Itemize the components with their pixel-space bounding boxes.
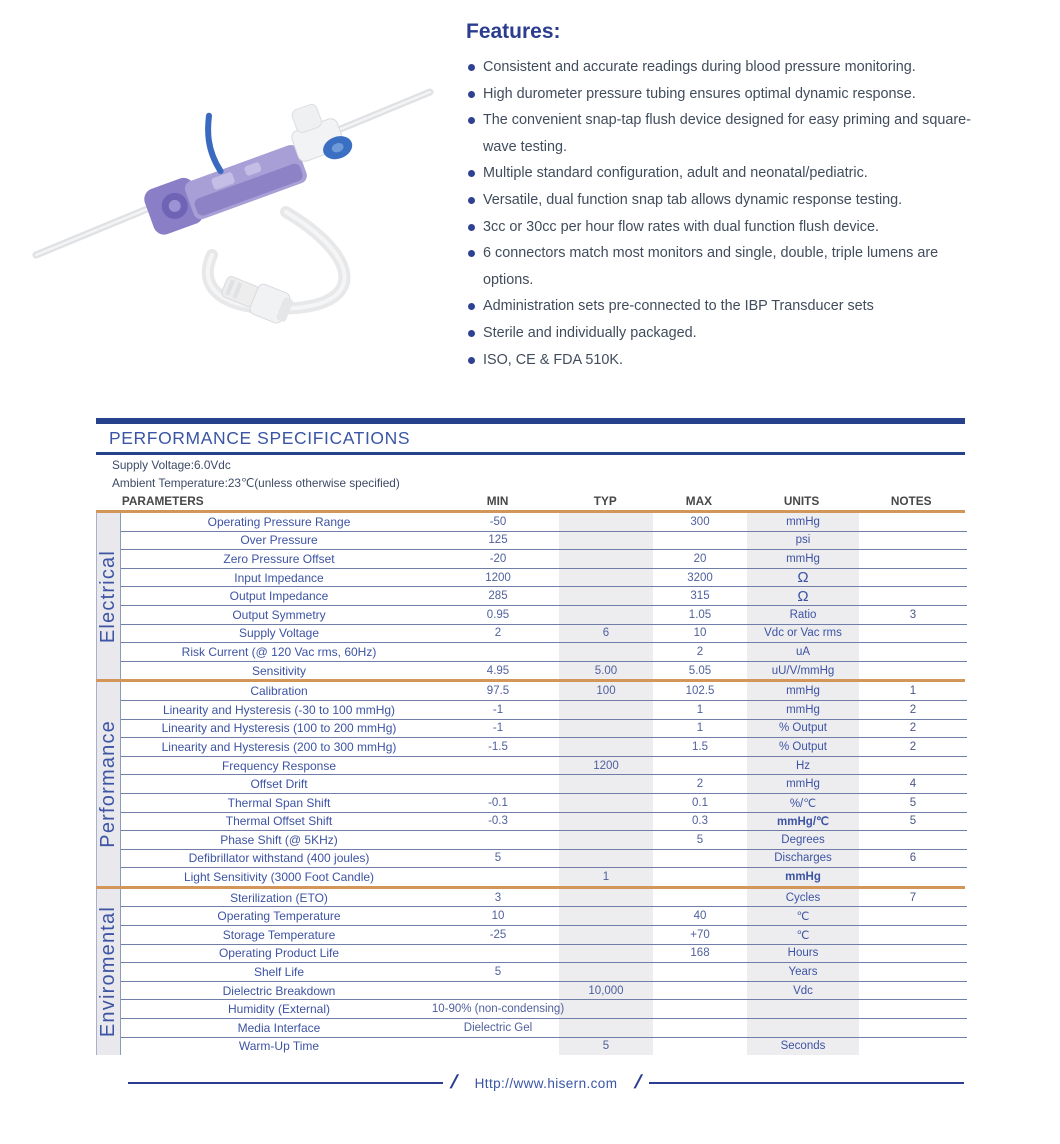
- cell-param: Defibrillator withstand (400 joules): [188, 851, 370, 866]
- feature-item: 6 connectors match most monitors and single, double, triple lumens are options.: [466, 240, 971, 293]
- table-row: [121, 720, 967, 739]
- cell-max: 0.1: [692, 796, 708, 809]
- cell-param: Output Symmetry: [232, 607, 326, 622]
- cell-units: Vdc or Vac rms: [764, 627, 842, 640]
- spec-table-header: [96, 492, 965, 510]
- condition-ambient-temperature: Ambient Temperature:23℃(unless otherwise specified): [112, 475, 400, 490]
- features-section: [466, 20, 1011, 373]
- cell-max: 40: [693, 910, 707, 923]
- cell-min: -20: [489, 552, 507, 565]
- cell-typ: 10,000: [588, 984, 624, 997]
- transducer-body: [124, 73, 359, 238]
- section-label: Performance: [97, 720, 119, 848]
- cell-typ: 100: [596, 685, 616, 698]
- cell-param: Input Impedance: [234, 570, 324, 585]
- cell-min: 1200: [485, 571, 511, 584]
- section-label-strip: [96, 513, 121, 679]
- page-footer: [128, 1072, 964, 1094]
- cell-units: % Output: [779, 722, 827, 735]
- cell-max: 1.5: [692, 740, 708, 753]
- cell-notes: 7: [909, 891, 917, 904]
- cell-param: Output Impedance: [229, 589, 329, 604]
- cell-param: Sensitivity: [251, 663, 307, 678]
- table-row: [121, 532, 967, 551]
- cell-param: Operating Pressure Range: [207, 514, 351, 529]
- cell-max: 5.05: [688, 664, 712, 677]
- table-row: [121, 926, 967, 945]
- feature-item: Consistent and accurate readings during blood pressure monitoring.: [466, 54, 971, 81]
- cell-min: 97.5: [486, 685, 510, 698]
- cell-min: 125: [488, 534, 508, 547]
- cell-max: 168: [690, 947, 710, 960]
- cell-min: -0.3: [488, 815, 508, 828]
- cell-notes: 5: [909, 815, 917, 828]
- cell-typ: 5: [602, 1040, 610, 1053]
- cell-typ: 1: [602, 871, 610, 884]
- cell-units: mmHg/℃: [777, 816, 829, 829]
- cell-min: 3: [494, 891, 502, 904]
- cell-min: -25: [489, 928, 507, 941]
- feature-item: The convenient snap-tap flush device designed for easy priming and square-wave testing.: [466, 107, 971, 160]
- footer-left-rule: [128, 1082, 443, 1084]
- table-row: [121, 625, 967, 644]
- cell-notes: 2: [909, 722, 917, 735]
- cell-units: mmHg: [786, 552, 820, 565]
- cell-max: 2: [696, 645, 704, 658]
- cell-min: 285: [488, 590, 508, 603]
- footer-right-slash: /: [633, 1072, 643, 1093]
- col-header-typ: TYP: [593, 494, 617, 508]
- spec-banner: [96, 418, 965, 455]
- cell-param: Linearity and Hysteresis (-30 to 100 mmHg): [162, 702, 396, 717]
- cell-units: ℃: [796, 911, 810, 924]
- cell-param: Phase Shift (@ 5KHz): [220, 832, 338, 847]
- table-row: [121, 757, 967, 776]
- cell-max: 1.05: [688, 608, 712, 621]
- cell-max: 1: [696, 722, 704, 735]
- table-row: [121, 907, 967, 926]
- cell-param: Shelf Life: [253, 965, 305, 980]
- feature-item: Versatile, dual function snap tab allows dynamic response testing.: [466, 187, 971, 214]
- cell-min: 2: [494, 627, 502, 640]
- table-row: [121, 963, 967, 982]
- cell-param: Zero Pressure Offset: [223, 551, 335, 566]
- cell-typ: 5.00: [594, 664, 618, 677]
- table-row: [121, 794, 967, 813]
- footer-right-rule: [649, 1082, 964, 1084]
- cell-param: Humidity (External): [227, 1002, 331, 1017]
- cell-max: +70: [690, 928, 710, 941]
- section-label: Electrical: [97, 549, 119, 643]
- cell-param: Sterilization (ETO): [230, 890, 328, 905]
- table-row: [121, 682, 967, 701]
- cell-param: Storage Temperature: [222, 927, 336, 942]
- spec-section-enviromental: [96, 889, 965, 1055]
- cell-units: psi: [795, 534, 811, 547]
- cell-min: 5: [494, 852, 502, 865]
- col-header-notes: NOTES: [890, 494, 932, 508]
- cell-param: Linearity and Hysteresis (100 to 200 mmHg): [161, 721, 397, 736]
- table-row: [121, 831, 967, 850]
- cell-notes: 2: [909, 703, 917, 716]
- spec-title: PERFORMANCE SPECIFICATIONS: [109, 428, 411, 448]
- table-row: [121, 643, 967, 662]
- cell-units: Seconds: [780, 1040, 826, 1053]
- table-row: [121, 1000, 967, 1019]
- section-label-strip: [96, 889, 121, 1055]
- table-row: [121, 662, 967, 680]
- cell-max: 5: [696, 833, 704, 846]
- section-label-strip: [96, 682, 121, 886]
- cell-min: -50: [489, 515, 507, 528]
- feature-item: Administration sets pre-connected to the IBP Transducer sets: [466, 293, 971, 320]
- cell-param: Linearity and Hysteresis (200 to 300 mmHg): [161, 739, 397, 754]
- spec-section-electrical: [96, 513, 965, 682]
- table-row: [121, 982, 967, 1001]
- features-title: Features:: [466, 20, 561, 43]
- cell-param: Supply Voltage: [238, 626, 320, 641]
- table-row: [121, 587, 967, 606]
- table-row: [121, 945, 967, 964]
- table-row: [121, 1038, 967, 1056]
- cell-units: Cycles: [785, 891, 821, 904]
- spec-table-body: [96, 510, 965, 1055]
- cell-units: mmHg: [786, 703, 820, 716]
- cell-min: -1: [492, 722, 504, 735]
- cell-param: Frequency Response: [221, 758, 337, 773]
- cell-param: Dielectric Breakdown: [222, 983, 336, 998]
- footer-left-slash: /: [449, 1072, 459, 1093]
- col-header-parameters: PARAMETERS: [121, 494, 204, 508]
- section-rows: [121, 513, 967, 679]
- feature-item: 3cc or 30cc per hour flow rates with dual function flush device.: [466, 214, 971, 241]
- cell-units: uU/V/mmHg: [771, 664, 835, 677]
- spec-section-performance: [96, 682, 965, 889]
- cell-param: Light Sensitivity (3000 Foot Candle): [183, 870, 375, 885]
- monitor-connector: [218, 270, 295, 326]
- cell-param: Operating Temperature: [217, 909, 341, 924]
- cell-units: Hours: [787, 947, 819, 960]
- table-row: [121, 569, 967, 588]
- cell-units: mmHg: [786, 515, 820, 528]
- cell-min: 0.95: [486, 608, 510, 621]
- cell-min: -1: [492, 703, 504, 716]
- cell-param: Calibration: [250, 684, 308, 699]
- cell-max: 3200: [687, 571, 713, 584]
- feature-item: Sterile and individually packaged.: [466, 320, 971, 347]
- cell-min: -1.5: [488, 740, 508, 753]
- cell-notes: 3: [909, 608, 917, 621]
- cell-min: -0.1: [488, 796, 508, 809]
- cell-max: 300: [690, 515, 710, 528]
- cell-units: mmHg: [785, 871, 821, 884]
- cell-notes: 6: [909, 852, 917, 865]
- section-label: Enviromental: [97, 906, 119, 1038]
- cell-param: Thermal Offset Shift: [225, 814, 333, 829]
- snap-tab-lever: [199, 116, 228, 172]
- cell-notes: 2: [909, 740, 917, 753]
- cell-max: 10: [693, 627, 707, 640]
- table-row: [121, 701, 967, 720]
- product-image: [28, 50, 458, 345]
- cell-max: 0.3: [692, 815, 708, 828]
- cell-units: mmHg: [786, 685, 820, 698]
- cell-units: %/℃: [789, 797, 817, 810]
- cell-units: uA: [795, 645, 811, 658]
- cell-min: 10: [491, 910, 505, 923]
- cell-units: Ratio: [789, 608, 817, 621]
- cell-min: 4.95: [486, 664, 510, 677]
- cell-typ: 6: [602, 627, 610, 640]
- cell-min: 10-90% (non-condensing): [431, 1003, 565, 1016]
- cell-units: Hz: [795, 759, 811, 772]
- table-row: [121, 868, 967, 886]
- table-row: [121, 738, 967, 757]
- cell-units: ℃: [796, 929, 810, 942]
- table-row: [121, 513, 967, 532]
- cell-max: 20: [693, 552, 707, 565]
- cell-param: Media Interface: [237, 1020, 321, 1035]
- cell-notes: 1: [909, 685, 917, 698]
- table-row: [121, 1019, 967, 1038]
- cell-units: mmHg: [786, 778, 820, 791]
- table-row: [121, 775, 967, 794]
- condition-supply-voltage: Supply Voltage:6.0Vdc: [112, 458, 231, 472]
- table-row: [121, 606, 967, 625]
- table-row: [121, 889, 967, 908]
- cell-typ: 1200: [593, 759, 619, 772]
- cell-notes: 4: [909, 778, 917, 791]
- cell-units: Degrees: [781, 833, 825, 846]
- cell-param: Over Pressure: [240, 533, 318, 548]
- cell-min: Dielectric Gel: [463, 1021, 533, 1034]
- cell-param: Thermal Span Shift: [227, 795, 331, 810]
- cell-units: Years: [788, 966, 818, 979]
- col-header-min: MIN: [486, 494, 509, 508]
- test-conditions: [112, 457, 400, 492]
- cell-max: 315: [690, 590, 710, 603]
- cell-max: 102.5: [685, 685, 715, 698]
- table-row: [121, 813, 967, 832]
- cell-units: Ω: [797, 587, 809, 605]
- cell-min: 5: [494, 966, 502, 979]
- cell-units: Vdc: [793, 984, 813, 997]
- cell-max: 2: [696, 778, 704, 791]
- cell-notes: 5: [909, 796, 917, 809]
- footer-url[interactable]: Http://www.hisern.com: [474, 1075, 618, 1091]
- cell-units: Ω: [797, 569, 809, 587]
- table-row: [121, 850, 967, 869]
- table-row: [121, 550, 967, 569]
- cell-param: Warm-Up Time: [238, 1039, 320, 1054]
- feature-item: Multiple standard configuration, adult and neonatal/pediatric.: [466, 160, 971, 187]
- feature-item: ISO, CE & FDA 510K.: [466, 347, 971, 374]
- cell-max: 1: [696, 703, 704, 716]
- col-header-units: UNITS: [783, 494, 820, 508]
- banner-bottom-bar: [96, 452, 965, 455]
- cell-param: Risk Current (@ 120 Vac rms, 60Hz): [181, 644, 377, 659]
- section-rows: [121, 682, 967, 886]
- cell-units: % Output: [779, 740, 827, 753]
- cell-param: Operating Product Life: [218, 946, 340, 961]
- cell-param: Offset Drift: [250, 777, 308, 792]
- cell-units: Discharges: [774, 852, 832, 865]
- features-list: [466, 54, 971, 373]
- section-rows: [121, 889, 967, 1055]
- col-header-max: MAX: [685, 494, 712, 508]
- feature-item: High durometer pressure tubing ensures optimal dynamic response.: [466, 81, 971, 108]
